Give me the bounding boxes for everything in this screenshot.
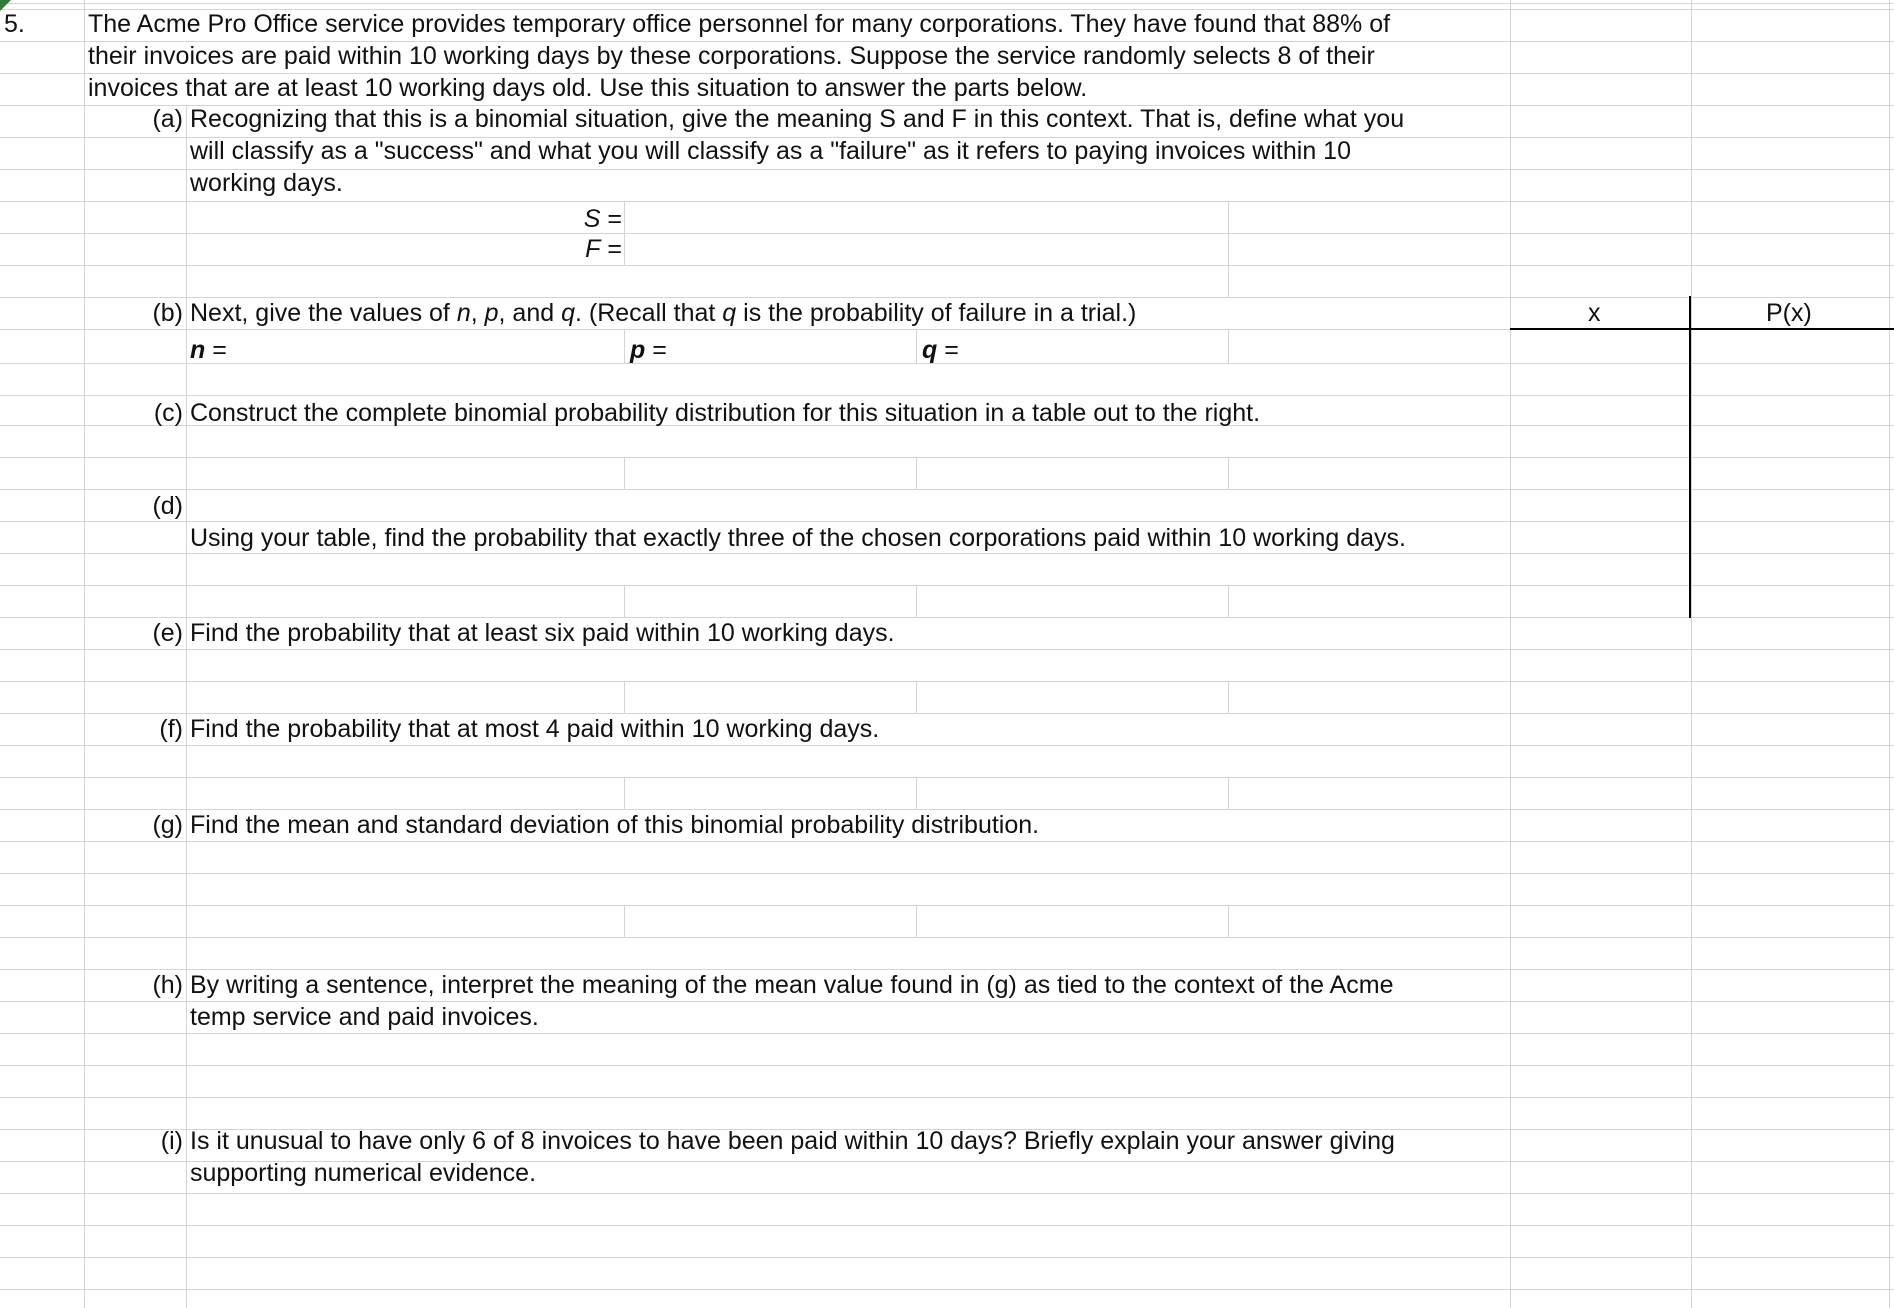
part-i-line-2: supporting numerical evidence. [190,1159,537,1187]
table-x-column[interactable] [1510,330,1688,618]
part-e-text: Find the probability that at least six paid within 10 working days. [190,619,895,647]
q-field-equals: = [937,336,959,364]
gridline-h [0,265,1894,266]
gridline-v [1228,457,1229,489]
gridline-v [1228,265,1229,297]
gridline-h [0,937,1894,938]
f-answer-cell[interactable] [626,233,1510,264]
part-i-line-1: Is it unusual to have only 6 of 8 invoices to have been paid within 10 days? Briefly explain your answer giving [190,1127,1395,1155]
gridline-v [916,457,917,489]
table-header-x: x [1588,299,1601,327]
part-b-text-post: is the probability of failure in a trial.) [736,299,1137,327]
part-b-comma-1: , [470,299,485,327]
intro-line-2: their invoices are paid within 10 working days by these corporations. Suppose the service randomly selects 8 of their [88,42,1375,70]
gridline-v [1228,681,1229,713]
part-h-label: (h) [152,971,183,999]
gridline-v [1228,329,1229,363]
part-d-text: Using your table, find the probability that exactly three of the chosen corporations paid within 10 working days. [190,524,1406,552]
gridline-v [1228,585,1229,617]
gridline-v [1889,0,1890,1308]
part-g-label: (g) [152,811,183,839]
gridline-h [0,1257,1894,1258]
n-field-label [190,334,227,366]
part-b-text [190,297,1136,329]
gridline-v [1510,0,1511,1308]
s-answer-cell[interactable] [626,201,1510,232]
part-b-text-pre: Next, give the values of [190,299,457,327]
part-f-label: (f) [159,715,183,743]
part-h-line-1: By writing a sentence, interpret the meaning of the mean value found in (g) as tied to the context of the Acme [190,971,1394,999]
part-b-p: p [484,299,499,327]
gridline-h [0,905,1894,906]
gridline-h [0,1065,1894,1066]
n-answer-cell[interactable] [254,330,624,363]
gridline-h [0,1097,1894,1098]
gridline-h [0,1033,1894,1034]
problem-number: 5. [4,10,25,38]
part-a-line-2: will classify as a "success" and what you will classify as a "failure" as it refers to paying invoices within 10 [190,137,1351,165]
q-field-label [922,334,959,366]
gridline-v [624,329,625,363]
part-b-label: (b) [152,299,183,327]
gridline-h [0,1193,1894,1194]
part-h-line-2: temp service and paid invoices. [190,1003,539,1031]
gridline-v [84,0,85,1308]
part-c-label: (c) [153,399,183,427]
gridline-v [916,585,917,617]
p-field-symbol: p [630,336,646,364]
gridline-h [0,1289,1894,1290]
intro-line-1: The Acme Pro Office service provides temporary office personnel for many corporations. They have found that 88% of [88,10,1391,38]
f-equals: = [607,235,622,263]
intro-line-3: invoices that are at least 10 working days old. Use this situation to answer the parts below. [88,74,1088,102]
part-c-text: Construct the complete binomial probability distribution for this situation in a table out to the right. [190,399,1261,427]
gridline-h [0,1225,1894,1226]
part-d-label: (d) [152,492,183,520]
q-field-symbol: q [922,336,938,364]
q-answer-cell[interactable] [984,330,1228,363]
part-b-q-2: q [722,299,737,327]
f-label [585,233,622,265]
p-answer-cell[interactable] [694,330,916,363]
gridline-v [186,105,187,1308]
part-b-q: q [561,299,575,327]
p-field-label [630,334,667,366]
s-equals: = [607,205,622,233]
part-a-line-3: working days. [190,169,343,197]
gridline-v [916,905,917,937]
gridline-v [624,681,625,713]
part-a-line-1: Recognizing that this is a binomial situation, give the meaning S and F in this context. That is, define what you [190,105,1405,133]
gridline-v [1228,905,1229,937]
s-symbol: S [583,205,601,233]
part-g-text: Find the mean and standard deviation of this binomial probability distribution. [190,811,1040,839]
part-i-label: (i) [160,1127,183,1155]
part-f-text: Find the probability that at most 4 paid within 10 working days. [190,715,880,743]
part-a-label: (a) [152,105,183,133]
gridline-v [624,457,625,489]
gridline-v [624,777,625,809]
table-header-px: P(x) [1766,299,1812,327]
gridline-v [1691,0,1692,1308]
table-px-column[interactable] [1691,330,1894,618]
part-b-n: n [456,299,471,327]
gridline-h [0,3,1894,4]
gridline-v [624,585,625,617]
part-b-comma-2: , and [498,299,562,327]
gridline-h [0,873,1894,874]
p-field-equals: = [645,336,667,364]
gridline-v [916,681,917,713]
f-symbol: F [585,235,601,263]
gridline-h [0,777,1894,778]
gridline-h [0,841,1894,842]
gridline-h [0,649,1894,650]
gridline-h [0,681,1894,682]
n-field-symbol: n [190,336,206,364]
gridline-v [1228,777,1229,809]
gridline-v [916,329,917,363]
s-label [584,203,622,235]
n-field-equals: = [205,336,227,364]
gridline-v [624,201,625,265]
gridline-v [624,905,625,937]
gridline-h [0,745,1894,746]
gridline-v [916,777,917,809]
part-e-label: (e) [152,619,183,647]
part-b-text-mid: . (Recall that [575,299,723,327]
